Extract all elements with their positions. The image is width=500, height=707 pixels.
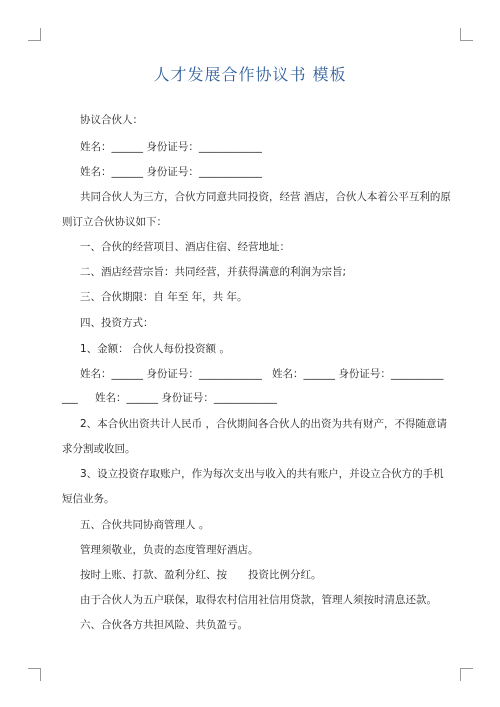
page-corner-mark-bottom-left: [28, 668, 41, 681]
clause-4-item-1: 1、金额： 合伙人每份投资额 。: [80, 343, 230, 355]
partner-line-1: 姓名：______ 身份证号：____________: [80, 141, 262, 153]
clause-5-line-3: 由于合伙人为五户联保，取得农村信用社信用贷款，管理人须按时清息还款。: [80, 594, 437, 606]
intro-paragraph-line-2: 则订立合伙协议如下：: [62, 216, 167, 228]
clause-1-business: 一、合伙的经营项目、酒店住宿、经营地址：: [80, 241, 290, 253]
document-title: 人才发展合作协议书 模板: [153, 65, 347, 84]
page-corner-mark-top-right: [460, 28, 473, 41]
page-corner-mark-bottom-right: [460, 668, 473, 681]
clause-6-heading: 六、合伙各方共担风险、共负盈亏。: [80, 619, 248, 631]
partner-line-2: 姓名：______ 身份证号：____________: [80, 166, 262, 178]
clause-2-purpose: 二、酒店经营宗旨：共同经营，并获得满意的利润为宗旨;: [80, 266, 347, 278]
clause-5-line-2: 按时上账、打款、盈利分红、按 投资比例分红。: [80, 569, 322, 581]
clause-4-heading: 四、投资方式：: [80, 317, 154, 329]
clause-4-item-3-line-2: 短信业务。: [62, 493, 115, 505]
investor-line-1-left: 姓名：______ 身份证号：____________: [80, 368, 262, 380]
partners-heading: 协议合伙人：: [80, 114, 143, 126]
clause-4-item-3-line-1: 3、设立投资存取账户，作为每次支出与收入的共有账户，并设立合伙方的手机: [80, 468, 444, 480]
page-corner-mark-top-left: [28, 28, 41, 41]
clause-5-line-1: 管理须敬业，负责的态度管理好酒店。: [80, 544, 259, 556]
clause-3-term: 三、合伙期限：自 年至 年，共 年。: [80, 291, 248, 303]
investor-line-2-blank: ___: [62, 392, 78, 404]
investor-line-2: 姓名：______ 身份证号：____________: [95, 392, 277, 404]
clause-4-item-2-line-1: 2、本合伙出资共计人民币 ，合伙期间各合伙人的出资为共有财产，不得随意请: [80, 418, 448, 430]
investor-line-1-right: 姓名：______ 身份证号：__________: [272, 368, 444, 380]
clause-4-item-2-line-2: 求分割或收回。: [62, 443, 136, 455]
intro-paragraph-line-1: 共同合伙人为三方，合伙方同意共同投资，经营 酒店，合伙人本着公平互利的原: [80, 191, 451, 203]
clause-5-heading: 五、合伙共同协商管理人 。: [80, 519, 210, 531]
